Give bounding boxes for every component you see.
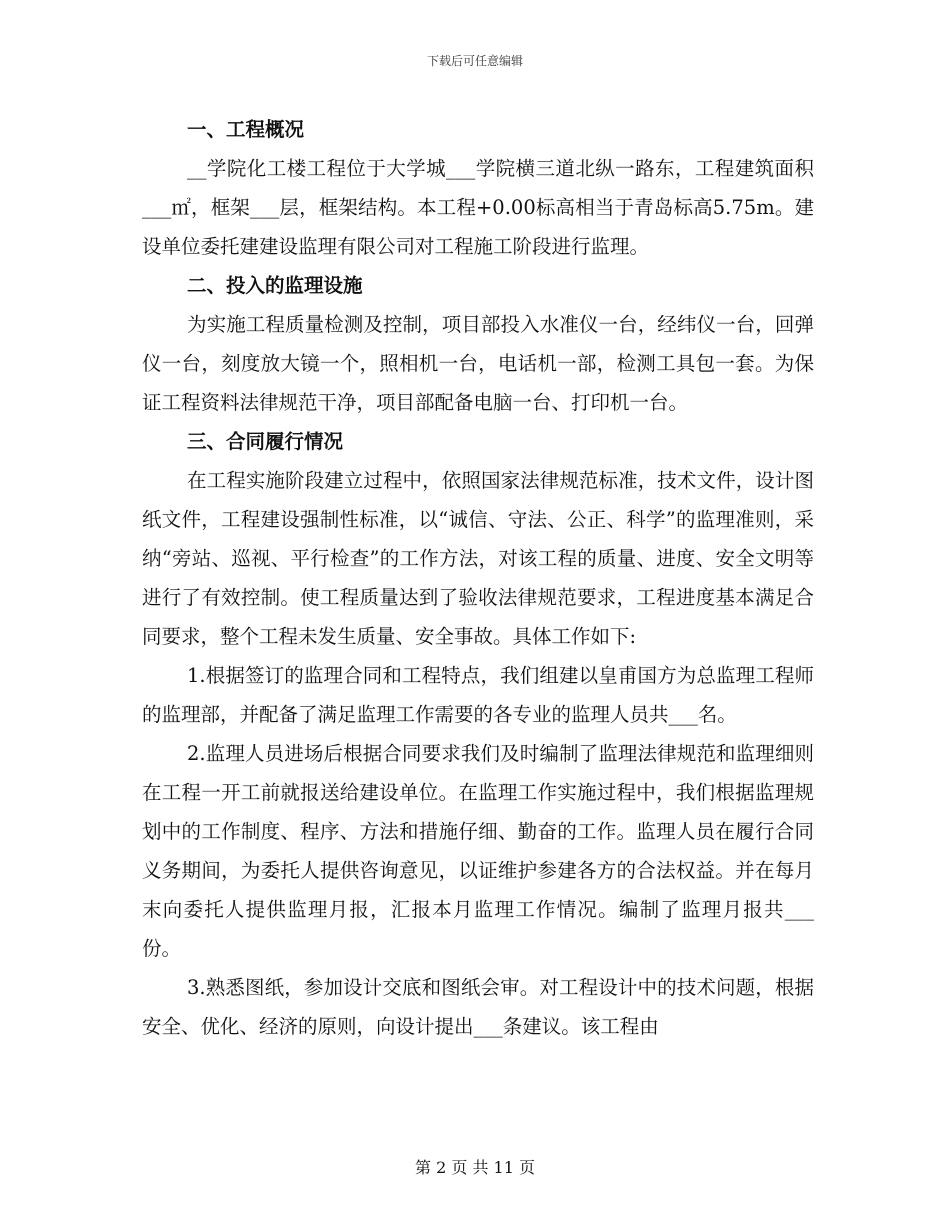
section-overview: [142, 110, 814, 266]
paragraph-contract-intro: 在工程实施阶段建立过程中，依照国家法律规范标准，技术文件，设计图纸文件，工程建设强制性标准，以“诚信、守法、公正、科学”的监理准则，采纳“旁站、巡视、平行检查”的工作方法，对该工程的质量、进度、安全文明等进行了有效控制。使工程质量达到了验收法律规范要求，工程进度基本满足合同要求，整个工程未发生质量、安全事故。具体工作如下:: [142, 469, 814, 648]
paragraph-contract-item-1: 1.根据签订的监理合同和工程特点，我们组建以皇甫国方为总监理工程师的监理部，并配备了满足监理工作需要的各专业的监理人员共___名。: [142, 664, 814, 726]
section-heading-contract: 三、合同履行情况: [187, 430, 344, 453]
section-heading-facilities: 二、投入的监理设施: [187, 274, 363, 297]
paragraph-contract-item-3: 3.熟悉图纸，参加设计交底和图纸会审。对工程设计中的技术问题，根据安全、优化、经济的原则，向设计提出___条建议。该工程由: [142, 976, 814, 1038]
page-number: 第 2 页 共 11 页: [415, 1158, 535, 1177]
paragraph-facilities: 为实施工程质量检测及控制，项目部投入水准仪一台，经纬仪一台，回弹仪一台，刻度放大镜一个，照相机一台，电话机一部，检测工具包一套。为保证工程资料法律规范干净，项目部配备电脑一台、打印机一台。: [142, 313, 814, 414]
section-heading-overview: 一、工程概况: [187, 118, 305, 141]
document-body: [142, 110, 814, 1046]
paragraph-overview: __学院化工楼工程位于大学城___学院横三道北纵一路东，工程建筑面积___㎡，框架___层，框架结构。本工程+0.00标高相当于青岛标高5.75m。建设单位委托建建设监理有限公司对工程施工阶段进行监理。: [142, 157, 814, 258]
paragraph-contract-item-2: 2.监理人员进场后根据合同要求我们及时编制了监理法律规范和监理细则在工程一开工前就报送给建设单位。在监理工作实施过程中，我们根据监理规划中的工作制度、程序、方法和措施仔细、勤奋的工作。监理人员在履行合同义务期间，为委托人提供咨询意见，以证维护参建各方的合法权益。并在每月末向委托人提供监理月报，汇报本月监理工作情况。编制了监理月报共___份。: [142, 742, 814, 960]
section-contract: [142, 422, 814, 1046]
section-facilities: [142, 266, 814, 422]
page-header: 下载后可任意编辑: [426, 54, 523, 68]
